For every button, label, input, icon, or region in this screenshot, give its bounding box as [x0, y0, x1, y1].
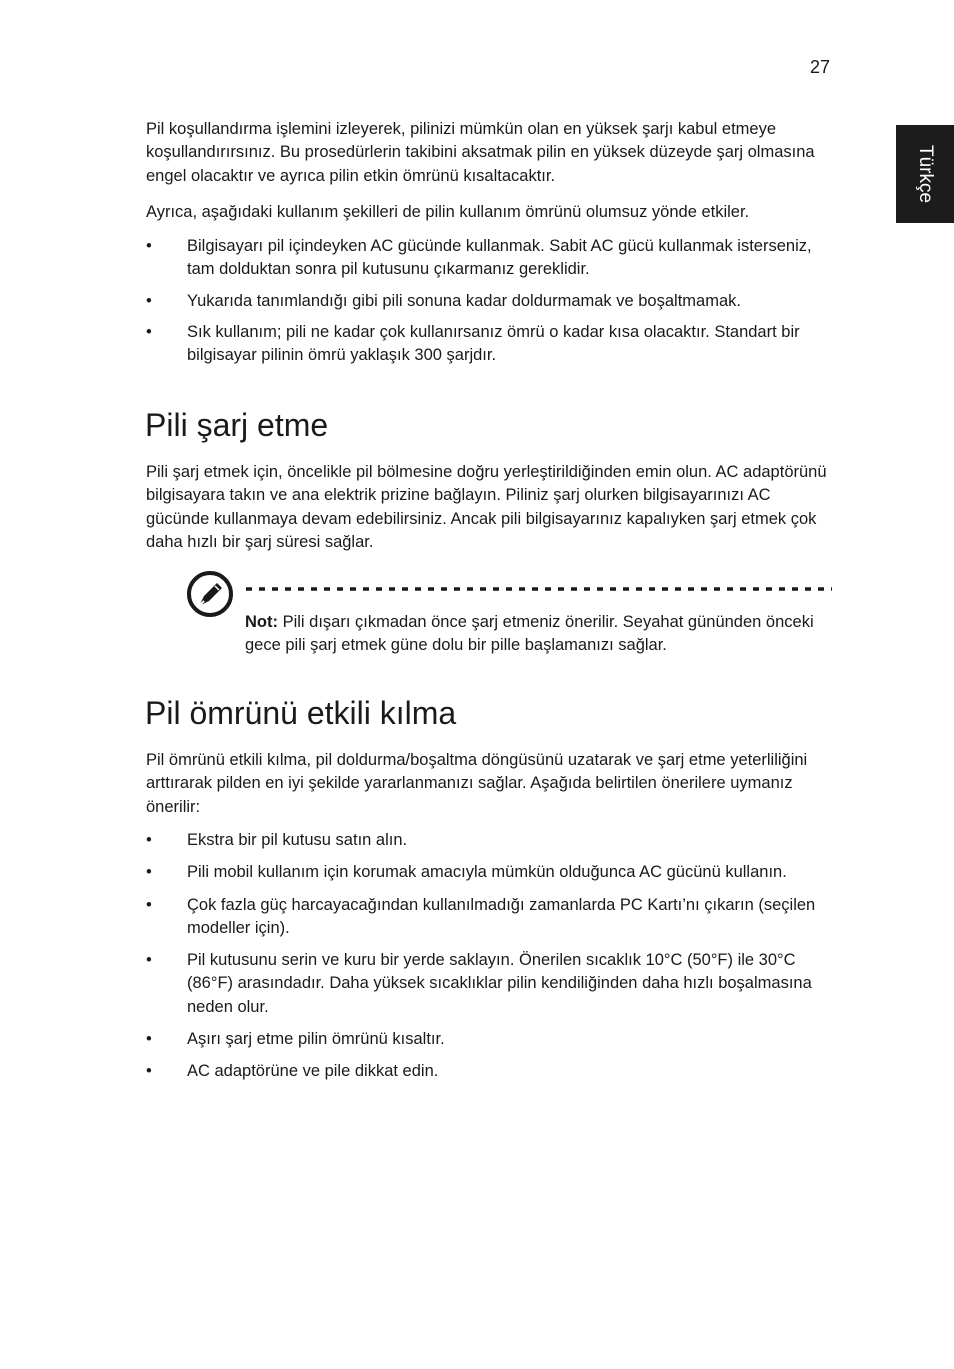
list-item: [146, 1028, 836, 1051]
note-body: Pili dışarı çıkmadan önce şarj etmeniz önerilir. Seyahat gününden önceki gece pili şarj etmek güne dolu bir pille başlamanızı sağlar.: [245, 613, 814, 655]
list-item-text: Aşırı şarj etme pilin ömrünü kısaltır.: [187, 1030, 445, 1049]
list-item-text: Bilgisayarı pil içindeyken AC gücünde kullanmak. Sabit AC gücü kullanmak isterseniz, tam dolduktan sonra pil kutusunu çıkarmanız gereklidir.: [187, 237, 812, 279]
language-tab: [896, 125, 954, 223]
list-item-text: AC adaptörüne ve pile dikkat edin.: [187, 1062, 439, 1081]
list-item: [146, 290, 836, 313]
list-item: [146, 235, 836, 282]
charging-paragraph: Pili şarj etmek için, öncelikle pil bölmesine doğru yerleştirildiğinden emin olun. AC adaptörünü bilgisayara takın ve ana elektrik prizine bağlayın. Piliniz şarj olurken bilgisayarınızı AC gücünde kullanmaya devam edebilirsiniz. Ancak pili bilgisayarınız kapalıyken şarj etmek çok daha hızlı bir şarj süresi sağlar.: [146, 463, 827, 551]
list-item-text: Çok fazla güç harcayacağından kullanılmadığı zamanlarda PC Kartı’nı çıkarın (seçilen modeller için).: [187, 895, 816, 937]
list-item: [146, 1060, 836, 1083]
intro-paragraph-2: Ayrıca, aşağıdaki kullanım şekilleri de pilin kullanım ömrünü olumsuz yönde etkiler.: [146, 203, 750, 221]
intro-bullet-list: [146, 235, 836, 367]
list-item-text: Pil kutusunu serin ve kuru bir yerde saklayın. Önerilen sıcaklık 10°C (50°F) ile 30°C (86°F) arasındadır. Daha yüksek sıcaklıklar pilin kendiliğinden daha hızlı boşalmasına neden olur.: [187, 951, 812, 1016]
bullet-glyph: •: [146, 291, 152, 310]
section-heading-charging: Pili şarj etme: [145, 407, 329, 443]
note-text: [245, 611, 835, 658]
list-item: [146, 321, 836, 368]
optimizing-bullet-list: [146, 829, 836, 1084]
section-heading-optimizing: Pil ömrünü etkili kılma: [145, 695, 457, 731]
optimizing-paragraph: Pil ömrünü etkili kılma, pil doldurma/boşaltma döngüsünü uzatarak ve şarj etme yeterliliğini arttırarak pilden en iyi şekilde yararlanmanızı sağlar. Aşağıda belirtilen önerilere uymanız önerilir:: [146, 751, 808, 816]
list-item: [146, 949, 836, 1019]
list-item: [146, 861, 836, 884]
list-item: [146, 894, 836, 941]
list-item-text: Sık kullanım; pili ne kadar çok kullanırsanız ömrü o kadar kısa olacaktır. Standart bir bilgisayar pilinin ömrü yaklaşık 300 şarjdır.: [187, 322, 800, 365]
list-item-text: Ekstra bir pil kutusu satın alın.: [187, 831, 408, 849]
page-number: 27: [809, 57, 830, 77]
bullet-glyph: •: [146, 863, 152, 882]
bullet-glyph: •: [146, 237, 152, 255]
list-item-text: Pili mobil kullanım için korumak amacıyla mümkün olduğunca AC gücünü kullanın.: [187, 863, 787, 882]
note-dotted-rule: [246, 586, 832, 592]
bullet-glyph: •: [146, 951, 152, 970]
note-pen-icon: [186, 570, 234, 618]
bullet-glyph: •: [146, 895, 152, 914]
bullet-glyph: •: [146, 322, 152, 341]
language-tab-label: Türkçe: [915, 144, 936, 204]
note-label: Not:: [245, 613, 278, 631]
intro-paragraph-1: Pil koşullandırma işlemini izleyerek, pilinizi mümkün olan en yüksek şarjı kabul etmeye koşullandırırsınız. Bu prosedürlerin takibini aksatmak pilin en yüksek düzeyde şarj olmasına engel olacaktır ve ayrıca pilin etkin ömrünü kısaltacaktır.: [146, 120, 815, 185]
bullet-glyph: •: [146, 831, 152, 849]
list-item-text: Yukarıda tanımlandığı gibi pili sonuna kadar doldurmamak ve boşaltmamak.: [187, 291, 741, 310]
bullet-glyph: •: [146, 1062, 152, 1081]
bullet-glyph: •: [146, 1030, 152, 1049]
list-item: [146, 829, 836, 852]
